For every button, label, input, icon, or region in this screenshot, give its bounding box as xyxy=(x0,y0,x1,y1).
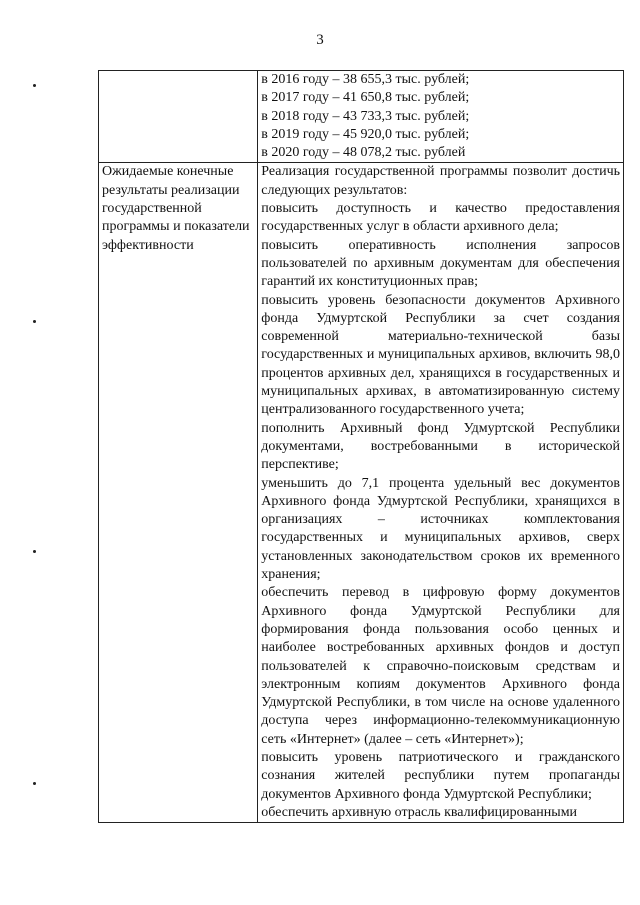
margin-mark xyxy=(33,84,36,87)
result-item: повысить уровень безопасности документов Архивного фонда Удмуртской Республики за счет создания современной материально-технической базы государственных и муниципальных архивов, включить 98,0 процентов архивных дел, хранящихся в государственных и муниципальных архивах, в автоматизированную систему централизованного государственного учета; xyxy=(261,292,620,418)
margin-mark xyxy=(33,550,36,553)
results-row xyxy=(99,163,624,823)
program-passport-table xyxy=(98,70,624,823)
results-label-cell xyxy=(99,163,258,823)
result-item: пополнить Архивный фонд Удмуртской Республики документами, востребованными в исторической перспективе; xyxy=(261,420,620,473)
margin-mark xyxy=(33,320,36,323)
results-text-cell xyxy=(258,163,624,823)
result-item: уменьшить до 7,1 процента удельный вес документов Архивного фонда Удмуртской Республики, хранящихся в организациях – источниках комплектования государственных и муниципальных архивов, сверх установленных законодательством сроков их временного хранения; xyxy=(261,475,620,583)
funding-line-2018: в 2018 году – 43 733,3 тыс. рублей; xyxy=(261,108,470,124)
result-item: обеспечить архивную отрасль квалифицированными xyxy=(261,804,578,820)
result-item: повысить уровень патриотического и гражданского сознания жителей республики путем пропаганды документов Архивного фонда Удмуртской Республики; xyxy=(261,749,620,802)
result-item: обеспечить перевод в цифровую форму документов Архивного фонда Удмуртской Республики для формирования фонда пользования особо ценных и наиболее востребованных архивных фондов и доступ пользователей к справочно-поисковым средствам и электронным копиям документов Архивного фонда Удмуртской Республики, в том числе на основе удаленного доступа через информационно-телекоммуникационную сеть «Интернет» (далее – сеть «Интернет»); xyxy=(261,585,620,747)
results-label: Ожидаемые конечные результаты реализации государственной программы и показатели эффективности xyxy=(102,164,250,253)
result-item: повысить доступность и качество предоставления государственных услуг в области архивного дела; xyxy=(261,201,620,235)
funding-values-cell xyxy=(258,71,624,163)
funding-line-2020: в 2020 году – 48 078,2 тыс. рублей xyxy=(261,145,466,161)
funding-label-cell xyxy=(99,71,258,163)
funding-line-2019: в 2019 году – 45 920,0 тыс. рублей; xyxy=(261,126,470,142)
funding-row xyxy=(99,71,624,163)
result-item: повысить оперативность исполнения запросов пользователей по архивным документам для обеспечения гарантий их конституционных прав; xyxy=(261,237,620,290)
margin-mark xyxy=(33,782,36,785)
funding-line-2017: в 2017 году – 41 650,8 тыс. рублей; xyxy=(261,90,470,106)
results-intro: Реализация государственной программы позволит достичь следующих результатов: xyxy=(261,164,620,198)
page-number: 3 xyxy=(316,32,324,48)
funding-line-2016: в 2016 году – 38 655,3 тыс. рублей; xyxy=(261,72,470,87)
